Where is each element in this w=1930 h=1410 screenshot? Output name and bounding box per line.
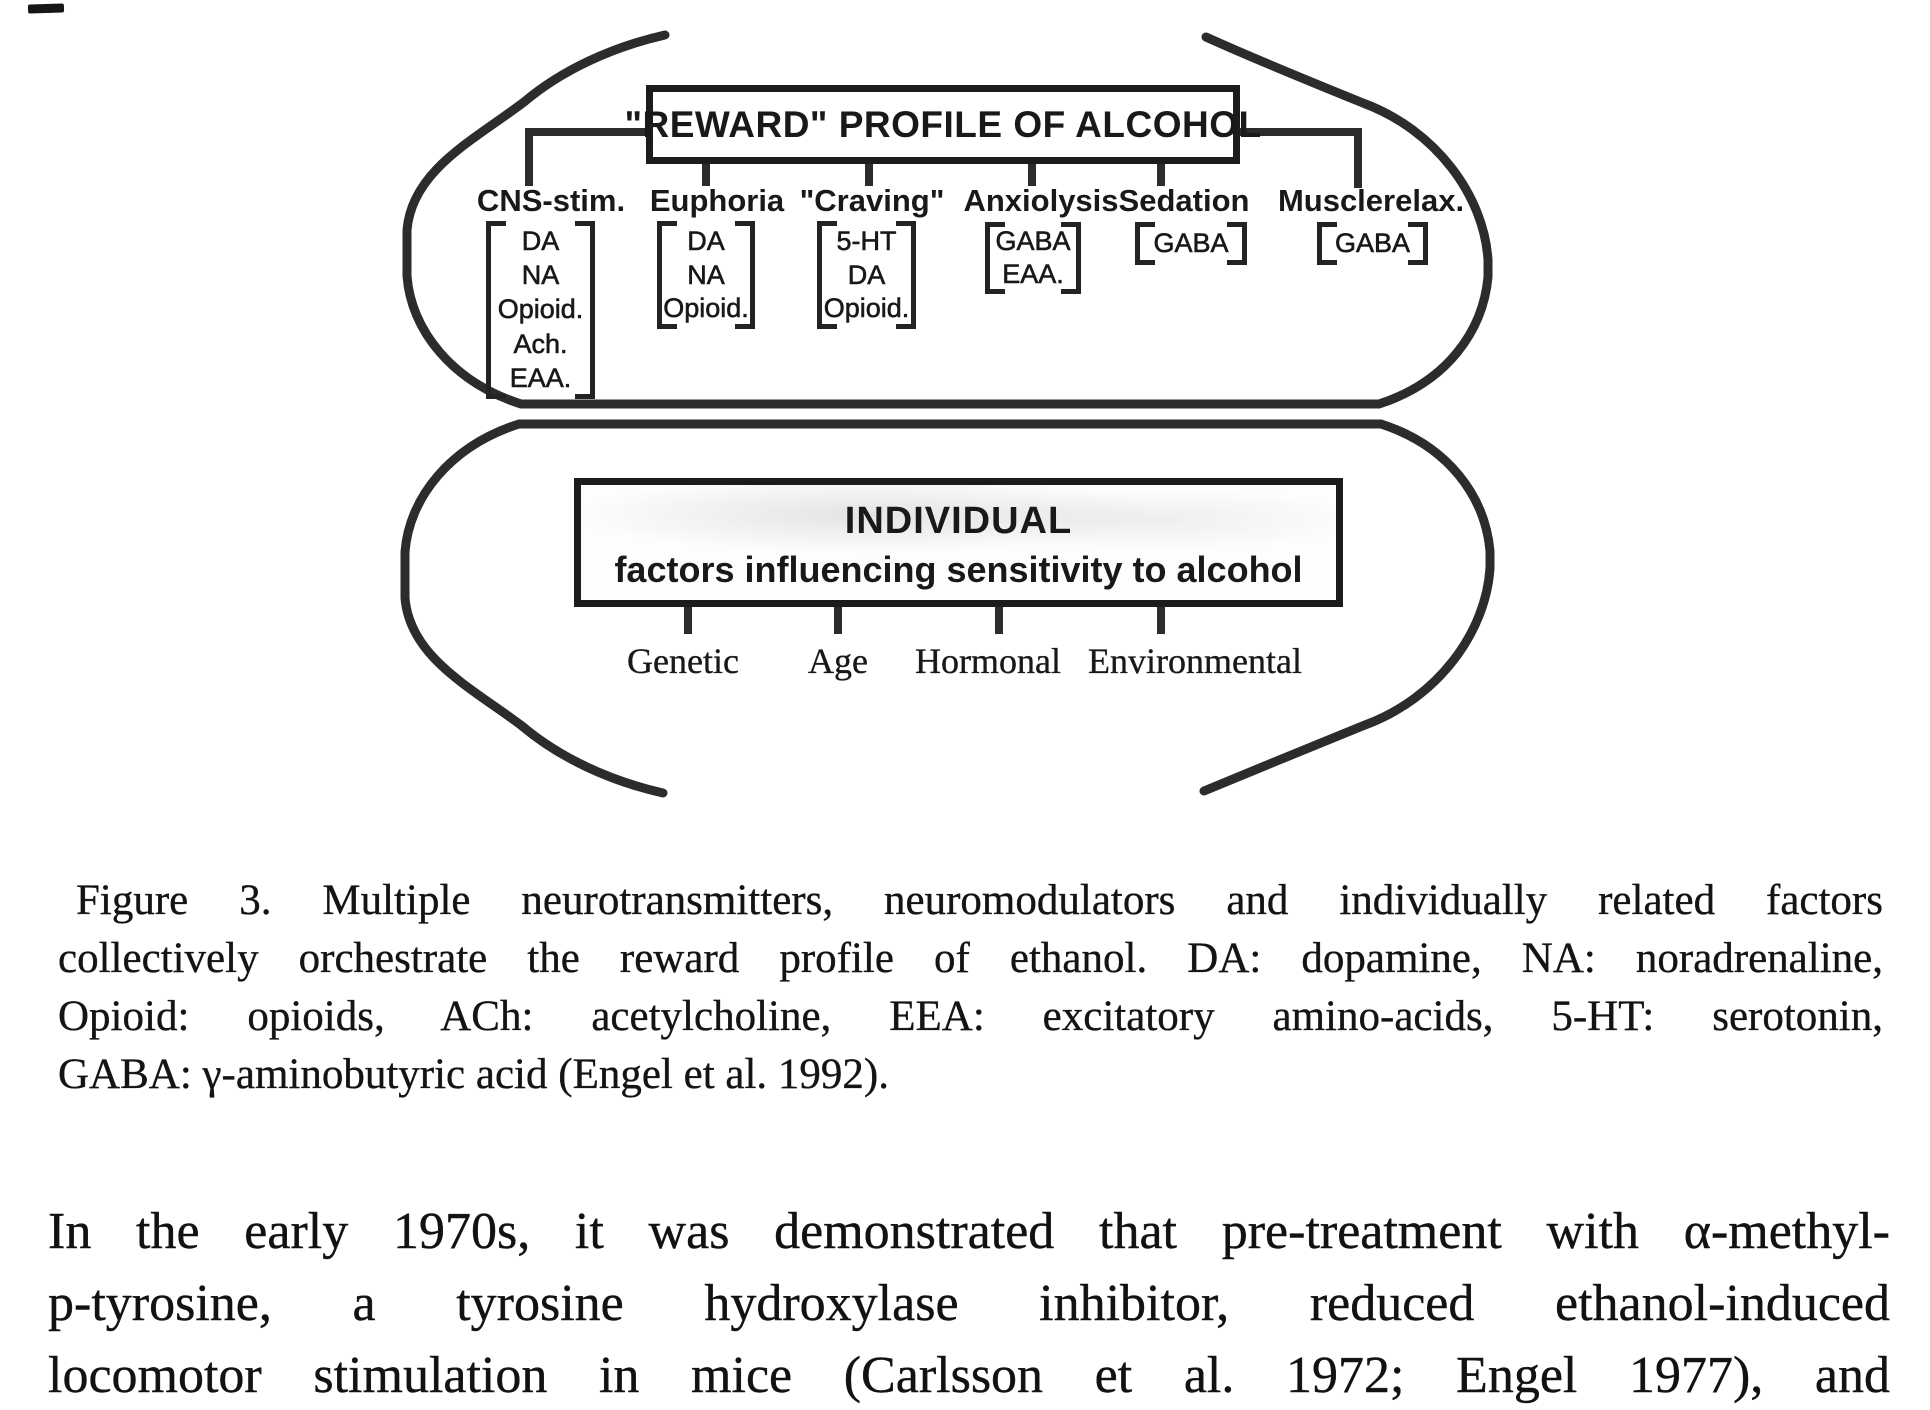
caption-line-1: Figure 3. Multiple neurotransmitters, neuromodulators and individually related factors [76, 877, 1883, 924]
list-item: DA [687, 225, 725, 256]
list-item: DA [521, 226, 560, 257]
factor-label-age: Age [808, 641, 868, 681]
body-line-2: p-tyrosine, a tyrosine hydroxylase inhibitor, reduced ethanol-induced [48, 1275, 1890, 1332]
list-item: GABA [1334, 228, 1411, 258]
list-item: NA [521, 260, 560, 291]
individual-subheading: factors influencing sensitivity to alcohol [614, 548, 1303, 590]
column-label-musclerelax: Musclerelax. [1277, 183, 1465, 218]
caption-line-4: GABA: γ-aminobutyric acid (Engel et al. 1992). [58, 1051, 890, 1098]
figure-caption [58, 872, 1883, 1104]
list-item: GABA [995, 226, 1071, 256]
list-item: Opioid. [663, 293, 749, 324]
list-item: DA [847, 259, 886, 290]
scan-artifact-mark [28, 3, 64, 13]
reward-title-box [624, 85, 1262, 164]
column-label-craving: "Craving" [799, 183, 945, 218]
list-item: 5-HT [836, 225, 897, 256]
list-item: EAA. [509, 362, 572, 393]
list-item: EAA. [1002, 259, 1064, 289]
reward-title-text: "REWARD" PROFILE OF ALCOHOL [624, 104, 1262, 145]
factor-label-environmental: Environmental [1088, 641, 1302, 681]
transmitter-list-anxiolysis [985, 222, 1081, 294]
factor-label-genetic: Genetic [627, 641, 739, 681]
list-item: GABA [1153, 228, 1229, 258]
transmitter-list-euphoria [657, 221, 755, 329]
list-item: NA [687, 259, 725, 290]
factor-label-hormonal: Hormonal [915, 641, 1061, 681]
body-paragraph [48, 1196, 1890, 1410]
transmitter-list-craving [817, 221, 916, 329]
caption-line-2: collectively orchestrate the reward profile of ethanol. DA: dopamine, NA: noradrenaline, [58, 935, 1883, 982]
body-line-1: In the early 1970s, it was demonstrated that pre-treatment with α-methyl- [48, 1203, 1890, 1260]
column-label-anxiolysis: Anxiolysis [963, 183, 1119, 218]
caption-line-3: Opioid: opioids, ACh: acetylcholine, EEA: excitatory amino-acids, 5-HT: serotonin, [58, 993, 1883, 1040]
transmitter-list-musclerelax [1317, 222, 1428, 265]
individual-heading: INDIVIDUAL [844, 499, 1073, 542]
column-label-euphoria: Euphoria [649, 183, 785, 218]
column-label-sedation: Sedation [1118, 183, 1250, 218]
transmitter-list-cns-stim [486, 221, 595, 399]
list-item: Opioid. [497, 294, 584, 325]
body-line-3: locomotor stimulation in mice (Carlsson et al. 1972; Engel 1977), and [48, 1347, 1890, 1404]
list-item: Opioid. [823, 293, 910, 324]
individual-factors-box [574, 478, 1343, 607]
column-label-cns-stim: CNS-stim. [476, 183, 626, 218]
list-item: Ach. [513, 328, 568, 359]
transmitter-list-sedation [1135, 222, 1247, 265]
